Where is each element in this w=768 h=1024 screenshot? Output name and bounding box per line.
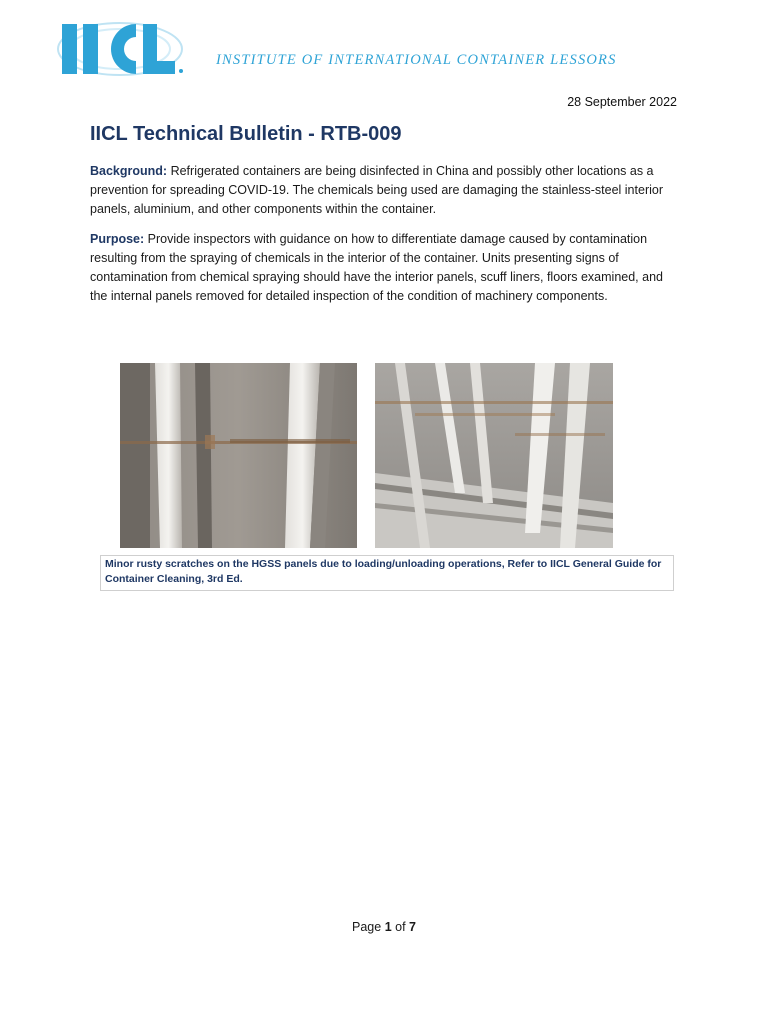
background-label: Background: bbox=[90, 164, 168, 178]
purpose-paragraph bbox=[90, 230, 682, 306]
background-paragraph bbox=[90, 162, 682, 219]
document-date: 28 September 2022 bbox=[567, 95, 677, 109]
purpose-text: Provide inspectors with guidance on how to differentiate damage caused by contamination resulting from the spraying of chemicals in the interior of the container. Units presenting signs of contamination from chemical spraying should have the interior panels, scuff liners, floors examined, and the internal panels removed for detailed inspection of the condition of machinery components. bbox=[90, 232, 663, 303]
background-text: Refrigerated containers are being disinfected in China and possibly other locations as a prevention for spreading COVID-19. The chemicals being used are damaging the stainless-steel interior panels, aluminium, and other components within the container. bbox=[90, 164, 663, 216]
page-number bbox=[0, 920, 768, 934]
purpose-label: Purpose: bbox=[90, 232, 145, 246]
container-panel-photo-left bbox=[120, 363, 357, 548]
organization-name: INSTITUTE OF INTERNATIONAL CONTAINER LESSORS bbox=[216, 52, 617, 68]
page-title: IICL Technical Bulletin - RTB-009 bbox=[90, 123, 402, 145]
page-total: 7 bbox=[409, 920, 416, 934]
figure-caption: Minor rusty scratches on the HGSS panels due to loading/unloading operations, Refer to IICL General Guide for Container Cleaning, 3rd Ed. bbox=[100, 555, 674, 591]
container-ceiling-photo-right bbox=[375, 363, 613, 548]
page-word: Page bbox=[352, 920, 382, 934]
page-of: of bbox=[395, 920, 406, 934]
iicl-logo bbox=[50, 18, 190, 80]
page-current: 1 bbox=[384, 920, 392, 934]
